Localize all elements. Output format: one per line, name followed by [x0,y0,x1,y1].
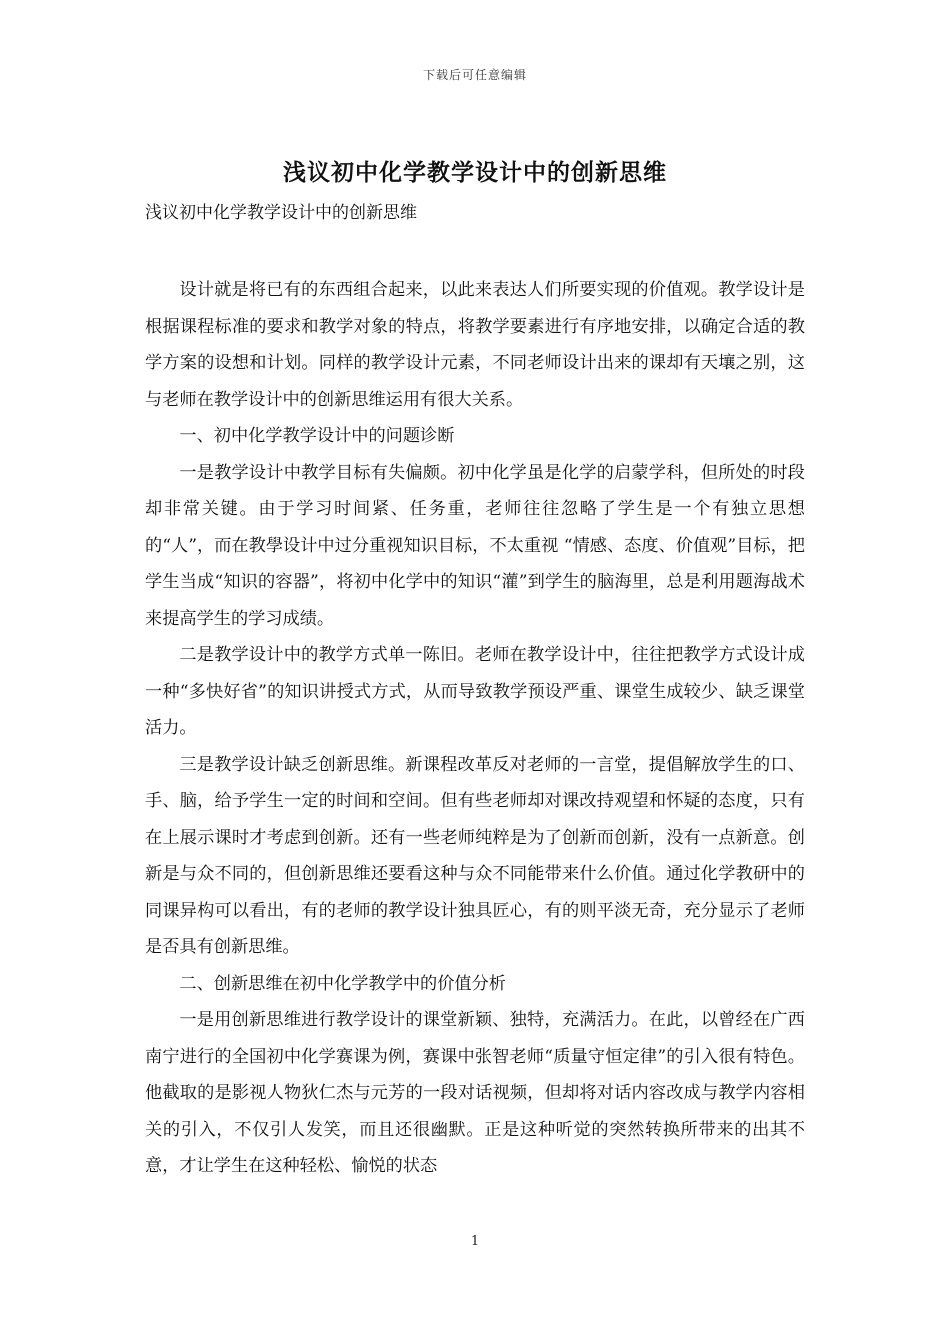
document-subtitle: 浅议初中化学教学设计中的创新思维 [145,203,417,223]
paragraph: 二是教学设计中的教学方式单一陈旧。老师在教学设计中，往往把教学方式设计成一种“多快好省”的知识讲授式方式，从而导致教学预设严重、课堂生成较少、缺乏课堂活力。 [145,645,805,738]
section-heading-2: 二、创新思维在初中化学教学中的价值分析 [179,973,506,994]
page-number: 1 [470,1234,480,1249]
paragraph: 一是用创新思维进行教学设计的课堂新颖、独特，充满活力。在此，以曾经在广西南宁进行的全国初中化学赛课为例，赛课中张智老师“质量守恒定律”的引入很有特色。他截取的是影视人物狄仁杰与元芳的一段对话视频，但却将对话内容改成与教学内容相关的引入，不仅引人发笑，而且还很幽默。正是这种听觉的突然转换所带来的出其不意，才让学生在这种轻松、愉悦的状态 [145,1010,805,1176]
section-heading-1: 一、初中化学教学设计中的问题诊断 [179,426,455,446]
paragraph-intro: 设计就是将已有的东西组合起来，以此来表达人们所要实现的价值观。教学设计是根据课程标准的要求和教学对象的特点，将教学要素进行有序地安排，以确定合适的教学方案的设想和计划。同样的教学设计元素，不同老师设计出来的课却有天壤之别，这与老师在教学设计中的创新思维运用有很大关系。 [145,280,805,410]
paragraph: 一是教学设计中教学目标有失偏颇。初中化学虽是化学的启蒙学科，但所处的时段却非常关键。由于学习时间紧、任务重，老师往往忽略了学生是一个有独立思想的“人”，而在教學设计中过分重视知识目标，不太重视 “情感、态度、价值观”目标，把学生当成“知识的容器”，将初中化学中的知识“灌”到学生的脑海里，总是利用题海战术来提高学生的学习成绩。 [145,462,805,629]
page-header-note: 下载后可任意编辑 [422,68,527,82]
document-title: 浅议初中化学教学设计中的创新思维 [283,159,667,186]
paragraph: 三是教学设计缺乏创新思维。新课程改革反对老师的一言堂，提倡解放学生的口、手、脑，给予学生一定的时间和空间。但有些老师却对课改持观望和怀疑的态度，只有在上展示课时才考虑到创新。还有一些老师纯粹是为了创新而创新，没有一点新意。创新是与众不同的，但创新思维还要看这种与众不同能带来什么价值。通过化学教研中的同课异构可以看出，有的老师的教学设计独具匠心，有的则平淡无奇，充分显示了老师是否具有创新思维。 [145,754,805,957]
document-body [145,272,805,1185]
